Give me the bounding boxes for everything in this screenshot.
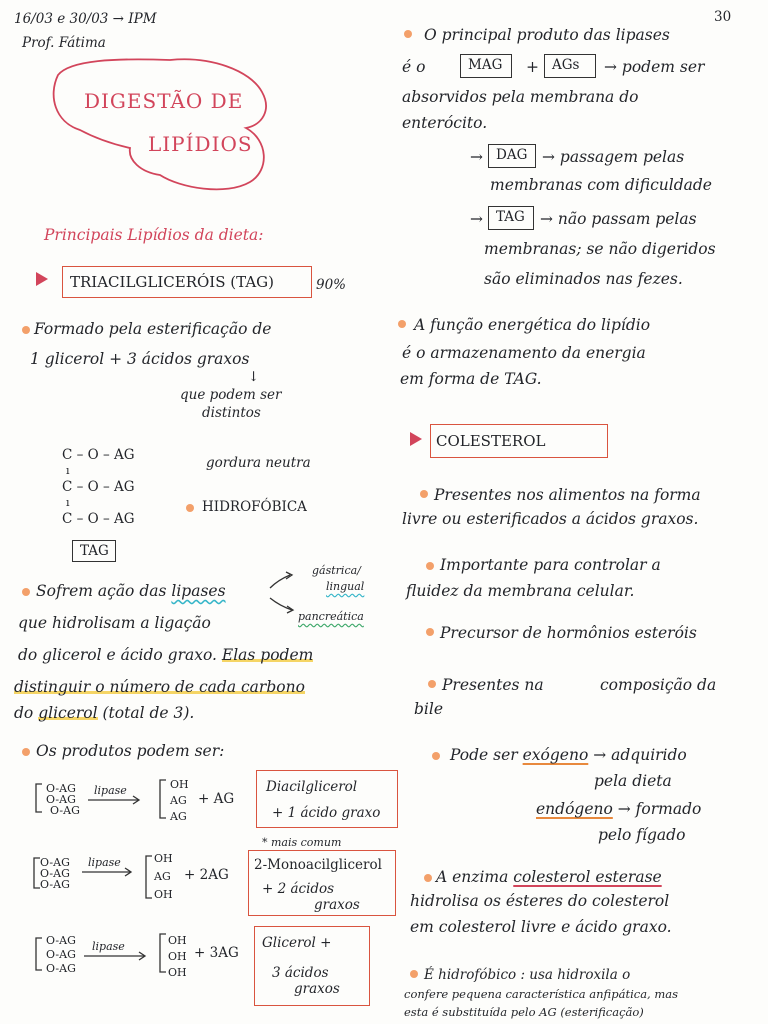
- bullet-dot-icon: [398, 320, 406, 328]
- reaction-plus: + 2AG: [184, 867, 229, 883]
- distintos-line1: que podem ser: [180, 387, 282, 403]
- page-title-line2: LIPÍDIOS: [148, 132, 253, 156]
- section-bullet-icon: [410, 432, 422, 446]
- tag-line2: membranas; se não digeridos: [484, 240, 716, 258]
- bullet-dot-icon: [22, 588, 30, 596]
- reaction-plus: + AG: [198, 791, 235, 807]
- lipases-word: lipases: [171, 582, 226, 600]
- dag-line2: membranas com dificuldade: [490, 176, 712, 194]
- product-box-line2: + 1 ácido graxo: [272, 805, 381, 821]
- tag-line1-post: → não passam pelas: [540, 210, 697, 228]
- mais-comum-note: * mais comum: [262, 836, 342, 849]
- product-box-line3: graxos: [294, 981, 340, 997]
- bullet-dot-icon: [22, 748, 30, 756]
- lipases-line3: do glicerol e ácido graxo. Elas podem: [18, 646, 314, 664]
- product-row: AG: [170, 794, 187, 807]
- reactant-row: O-AG: [40, 856, 70, 869]
- tag-percent: 90%: [316, 277, 347, 293]
- product-row: OH: [154, 888, 173, 901]
- product-box-line1: Glicerol +: [262, 935, 332, 951]
- tag-label: TAG: [80, 543, 109, 559]
- product-row: OH: [154, 852, 173, 865]
- reaction-plus: + 3AG: [194, 945, 239, 961]
- tag-arrow-icon: →: [470, 210, 483, 228]
- reactant-row: O-AG: [46, 962, 76, 975]
- produto-line2-post: → podem ser: [604, 58, 705, 76]
- c4-line1-post: composição da: [600, 676, 717, 694]
- produtos-heading: Os produtos podem ser:: [36, 742, 225, 760]
- bullet-dot-icon: [22, 326, 30, 334]
- formado-line1: Formado pela esterificação de: [34, 320, 272, 338]
- reactant-row: O-AG: [46, 948, 76, 961]
- distintos-line2: distintos: [202, 405, 261, 421]
- tag-box-label: TAG: [496, 209, 525, 225]
- c5-figado: pelo fígado: [598, 826, 686, 844]
- glicerol-highlight: glicerol: [38, 704, 98, 722]
- energia-line2: é o armazenamento da energia: [402, 344, 646, 362]
- structure-row: C – O – AG: [62, 511, 135, 527]
- c4-line1-pre: Presentes na: [442, 676, 544, 694]
- product-box-line1: Diacilglicerol: [266, 779, 358, 795]
- arrow-to-pancreatica: [270, 598, 292, 610]
- gastrica-label: gástrica/: [312, 564, 361, 577]
- dag-label: DAG: [496, 147, 528, 163]
- arrow-down-icon: ↓: [248, 369, 260, 385]
- product-row: OH: [170, 778, 189, 791]
- product-box-line2: 3 ácidos: [272, 965, 329, 981]
- lipases-line5: do glicerol (total de 3).: [14, 704, 195, 722]
- bullet-dot-icon: [420, 490, 428, 498]
- arrow-label: lipase: [92, 940, 125, 953]
- product-row: OH: [168, 934, 187, 947]
- product-box-line1: 2-Monoacilglicerol: [254, 857, 382, 873]
- c5-dieta: pela dieta: [594, 772, 672, 790]
- formado-line2: 1 glicerol + 3 ácidos graxos: [30, 350, 250, 368]
- section-heading: Principais Lipídios da dieta:: [44, 226, 264, 244]
- reactant-row: O-AG: [50, 804, 80, 817]
- dag-line1-post: → passagem pelas: [542, 148, 685, 166]
- reactant-row: O-AG: [40, 878, 70, 891]
- plus-sign: +: [526, 58, 539, 76]
- c5-line1: Pode ser exógeno → adquirido: [450, 746, 687, 764]
- date-line: 16/03 e 30/03 → IPM: [14, 11, 157, 27]
- product-row: AG: [154, 870, 171, 883]
- structure-row: C – O – AG: [62, 479, 135, 495]
- c3-line1: Precursor de hormônios esteróis: [440, 624, 697, 642]
- lipases-highlight: Elas podem: [221, 646, 314, 664]
- bullet-dot-icon: [432, 752, 440, 760]
- arrow-to-gastrica: [270, 575, 290, 588]
- exogeno-word: exógeno: [522, 746, 589, 764]
- page-number: 30: [714, 9, 732, 25]
- product-row: OH: [168, 950, 187, 963]
- gordura-neutra: gordura neutra: [206, 455, 311, 471]
- produto-line1: O principal produto das lipases: [424, 26, 670, 44]
- arrow-label: lipase: [88, 856, 121, 869]
- c6-line2: hidrolisa os ésteres do colesterol: [410, 892, 670, 910]
- tag-title: TRIACILGLICERÓIS (TAG): [70, 273, 274, 291]
- lipases-line4: distinguir o número de cada carbono: [14, 678, 305, 696]
- ags-label: AGs: [552, 57, 580, 73]
- bullet-dot-icon: [428, 680, 436, 688]
- lingual-label: lingual: [326, 580, 365, 593]
- energia-line1: A função energética do lipídio: [414, 316, 651, 334]
- pancreatica-label: pancreática: [298, 610, 364, 623]
- produto-line2-pre: é o: [402, 58, 426, 76]
- product-row: OH: [168, 966, 187, 979]
- bullet-dot-icon: [424, 874, 432, 882]
- reactant-row: O-AG: [46, 782, 76, 795]
- title-cloud-outline: [54, 59, 266, 189]
- c6-line1: A enzima colesterol esterase: [436, 868, 662, 886]
- product-box-line2: + 2 ácidos: [262, 881, 335, 897]
- structure-tick: ı: [66, 496, 70, 509]
- energia-line3: em forma de TAG.: [400, 370, 542, 388]
- reactant-row: O-AG: [40, 867, 70, 880]
- c2-line1: Importante para controlar a: [440, 556, 661, 574]
- professor-line: Prof. Fátima: [22, 35, 106, 51]
- colesterol-title: COLESTEROL: [436, 432, 546, 450]
- bullet-dot-icon: [186, 504, 194, 512]
- bullet-dot-icon: [426, 562, 434, 570]
- structure-row: C – O – AG: [62, 447, 135, 463]
- mag-label: MAG: [468, 57, 503, 73]
- product-box-line3: graxos: [314, 897, 360, 913]
- produto-line3: absorvidos pela membrana do: [402, 88, 639, 106]
- produto-line4: enterócito.: [402, 114, 488, 132]
- tag-line3: são eliminados nas fezes.: [484, 270, 683, 288]
- c7-line3: esta é substituída pelo AG (esterificação): [404, 1005, 644, 1019]
- c7-line1: É hidrofóbico : usa hidroxila o: [424, 967, 631, 983]
- bullet-dot-icon: [410, 970, 418, 978]
- hidrofobica: HIDROFÓBICA: [202, 499, 307, 515]
- lipases-line1: Sofrem ação das lipases: [36, 582, 226, 600]
- c1-line2: livre ou esterificados a ácidos graxos.: [402, 510, 699, 528]
- product-row: AG: [170, 810, 187, 823]
- c7-line2: confere pequena característica anfipática, mas: [404, 987, 679, 1001]
- c2-line2: fluidez da membrana celular.: [406, 582, 635, 600]
- c5-line3: endógeno → formado: [536, 800, 702, 818]
- structure-tick: ı: [66, 464, 70, 477]
- c6-line3: em colesterol livre e ácido graxo.: [410, 918, 672, 936]
- colesterol-esterase-word: colesterol esterase: [513, 868, 662, 886]
- arrow-label: lipase: [94, 784, 127, 797]
- lipases-line2: que hidrolisam a ligação: [18, 614, 211, 632]
- page-title-line1: DIGESTÃO DE: [84, 89, 244, 113]
- section-bullet-icon: [36, 272, 48, 286]
- c4-line2: bile: [414, 700, 444, 718]
- c1-line1: Presentes nos alimentos na forma: [434, 486, 701, 504]
- bullet-dot-icon: [404, 30, 412, 38]
- bullet-dot-icon: [426, 628, 434, 636]
- dag-arrow-icon: →: [470, 148, 483, 166]
- reactant-row: O-AG: [46, 934, 76, 947]
- reactant-row: O-AG: [46, 793, 76, 806]
- endogeno-word: endógeno: [536, 800, 613, 818]
